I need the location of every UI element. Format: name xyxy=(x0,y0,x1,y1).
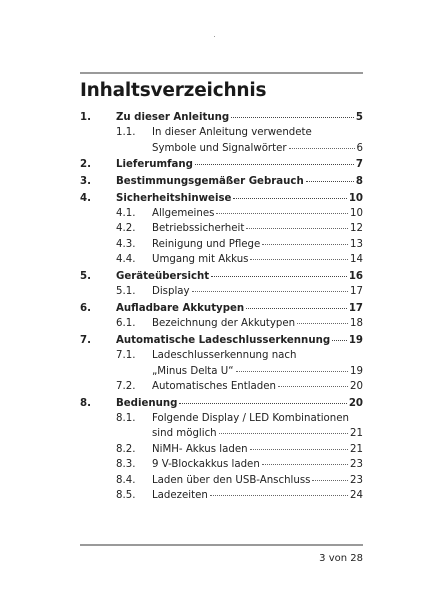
toc-chapter-entry[interactable] xyxy=(80,269,363,284)
dot-leader xyxy=(250,259,348,260)
toc-page-number: 20 xyxy=(350,381,363,393)
dot-leader xyxy=(236,371,349,372)
dot-leader xyxy=(246,228,348,229)
toc-entry-number: 4.1. xyxy=(116,208,136,219)
toc-entry-number: 4.2. xyxy=(116,223,136,235)
toc-page-number: 10 xyxy=(350,208,363,219)
toc-entry-title: Lieferumfang xyxy=(116,159,193,171)
toc-page-number: 16 xyxy=(348,270,363,282)
toc-entry-title: Geräteübersicht xyxy=(116,270,210,282)
dot-leader xyxy=(210,495,348,496)
toc-section-entry[interactable] xyxy=(80,237,363,252)
toc-section-entry[interactable] xyxy=(80,316,363,331)
dot-leader xyxy=(233,198,346,199)
toc-entry-number: 8. xyxy=(80,397,91,409)
toc-section-entry[interactable] xyxy=(80,284,363,299)
dot-leader xyxy=(306,181,354,182)
page-number: 3 von 28 xyxy=(319,553,363,564)
dot-leader xyxy=(262,464,348,465)
toc-entry-title: Display xyxy=(152,286,190,298)
toc-entry-title: Umgang mit Akkus xyxy=(152,254,249,266)
toc-entry-title: „Minus Delta U“ xyxy=(152,365,234,377)
toc-chapter-entry[interactable] xyxy=(80,333,363,348)
toc-page-number: 14 xyxy=(350,254,363,266)
toc-section-entry[interactable] xyxy=(80,488,363,503)
top-rule xyxy=(80,72,363,74)
toc-page-number: 24 xyxy=(350,490,363,502)
toc-entry-title: sind möglich xyxy=(152,428,217,440)
page-mark xyxy=(214,36,215,37)
toc-page-number: 17 xyxy=(348,302,363,314)
toc-entry-number: 5. xyxy=(80,270,91,282)
dot-leader xyxy=(195,164,354,165)
toc-entry-number: 7.2. xyxy=(116,381,136,393)
toc-page-number: 23 xyxy=(350,474,363,486)
toc-page-number: 21 xyxy=(350,443,363,455)
toc-page-number: 19 xyxy=(350,365,363,377)
toc-entry-title: Aufladbare Akkutypen xyxy=(116,302,245,314)
toc-chapter-entry[interactable] xyxy=(80,174,363,189)
toc-section-entry[interactable] xyxy=(80,442,363,457)
toc-section-entry[interactable] xyxy=(80,206,363,221)
dot-leader xyxy=(192,291,348,292)
toc-entry-title: Ladezeiten xyxy=(152,490,208,502)
toc-entry-number: 3. xyxy=(80,176,91,187)
toc-entry-title: Bezeichnung der Akkutypen xyxy=(152,318,296,330)
dot-leader xyxy=(246,308,347,309)
toc-entry-title-line: Ladeschlusserkennung nach xyxy=(152,350,297,362)
toc-section-entry[interactable] xyxy=(80,457,363,472)
toc-page-number: 13 xyxy=(350,238,363,250)
toc-entry-number: 1.1. xyxy=(116,127,136,139)
toc-entry-number: 7.1. xyxy=(116,350,136,362)
toc-entry-title-line: Folgende Display / LED Kombinationen xyxy=(152,413,349,425)
toc-chapter-entry[interactable] xyxy=(80,396,363,411)
toc-section-entry[interactable] xyxy=(80,221,363,236)
toc-page-number: 23 xyxy=(350,459,363,471)
toc-chapter-entry[interactable] xyxy=(80,301,363,316)
dot-leader xyxy=(179,403,346,404)
toc-entry-title: Zu dieser Anleitung xyxy=(116,112,230,123)
dot-leader xyxy=(250,449,348,450)
toc-entry-title: Sicherheitshinweise xyxy=(116,192,232,204)
toc-entry-number: 8.2. xyxy=(116,443,136,455)
toc-entry-number: 5.1. xyxy=(116,286,136,298)
toc-entry-title: NiMH- Akkus laden xyxy=(152,443,248,455)
toc-entry-title: Bedienung xyxy=(116,397,178,409)
toc-page-number: 6 xyxy=(356,142,363,154)
toc-section-entry[interactable] xyxy=(80,411,363,442)
toc-entry-title-line: In dieser Anleitung verwendete xyxy=(152,127,312,139)
toc-entry-number: 1. xyxy=(80,112,91,123)
toc-page-number: 17 xyxy=(350,286,363,298)
dot-leader xyxy=(289,148,355,149)
dot-leader xyxy=(297,323,348,324)
toc-chapter-entry[interactable] xyxy=(80,191,363,206)
toc-entry-number: 6. xyxy=(80,302,91,314)
toc-section-entry[interactable] xyxy=(80,473,363,488)
toc-entry-title: Laden über den USB-Anschluss xyxy=(152,474,311,486)
toc-page-number: 18 xyxy=(350,318,363,330)
toc-entry-title: Allgemeines xyxy=(152,208,215,219)
toc-section-entry[interactable] xyxy=(80,125,363,156)
toc-section-entry[interactable] xyxy=(80,379,363,394)
page-title: Inhaltsverzeichnis xyxy=(80,80,267,101)
toc-page-number: 12 xyxy=(350,223,363,235)
toc-entry-number: 4. xyxy=(80,192,91,204)
toc-page-number: 8 xyxy=(355,176,363,187)
toc-entry-number: 8.3. xyxy=(116,459,136,471)
toc-entry-number: 6.1. xyxy=(116,318,136,330)
dot-leader xyxy=(231,117,354,118)
toc-entry-title: Reinigung und Pflege xyxy=(152,238,261,250)
toc-entry-number: 8.4. xyxy=(116,474,136,486)
toc-entry-title: Betriebssicherheit xyxy=(152,223,245,235)
dot-leader xyxy=(216,213,348,214)
toc-chapter-entry[interactable] xyxy=(80,110,363,125)
toc-page-number: 20 xyxy=(348,397,363,409)
toc-page-number: 5 xyxy=(355,112,363,123)
toc-section-entry[interactable] xyxy=(80,348,363,379)
dot-leader xyxy=(219,433,348,434)
toc-entry-title: Symbole und Signalwörter xyxy=(152,142,287,154)
dot-leader xyxy=(312,480,348,481)
toc-list xyxy=(80,110,363,503)
toc-page-number: 10 xyxy=(348,192,363,204)
toc-chapter-entry[interactable] xyxy=(80,157,363,172)
toc-entry-number: 4.4. xyxy=(116,254,136,266)
dot-leader xyxy=(278,386,348,387)
toc-entry-number: 2. xyxy=(80,159,91,171)
dot-leader xyxy=(211,276,347,277)
toc-page-number: 7 xyxy=(355,159,363,171)
toc-entry-number: 8.5. xyxy=(116,490,136,502)
toc-entry-number: 7. xyxy=(80,334,91,346)
toc-section-entry[interactable] xyxy=(80,252,363,267)
toc-entry-title: Automatisches Entladen xyxy=(152,381,276,393)
toc-entry-number: 4.3. xyxy=(116,238,136,250)
toc-entry-title: 9 V-Blockakkus laden xyxy=(152,459,260,471)
toc-entry-number: 8.1. xyxy=(116,413,136,425)
toc-entry-title: Bestimmungsgemäßer Gebrauch xyxy=(116,176,304,187)
bottom-rule xyxy=(80,544,363,546)
toc-entry-title: Automatische Ladeschlusserkennung xyxy=(116,334,331,346)
dot-leader xyxy=(262,244,348,245)
dot-leader xyxy=(332,340,347,341)
toc-page-number: 21 xyxy=(350,428,363,440)
toc-page-number: 19 xyxy=(348,334,363,346)
